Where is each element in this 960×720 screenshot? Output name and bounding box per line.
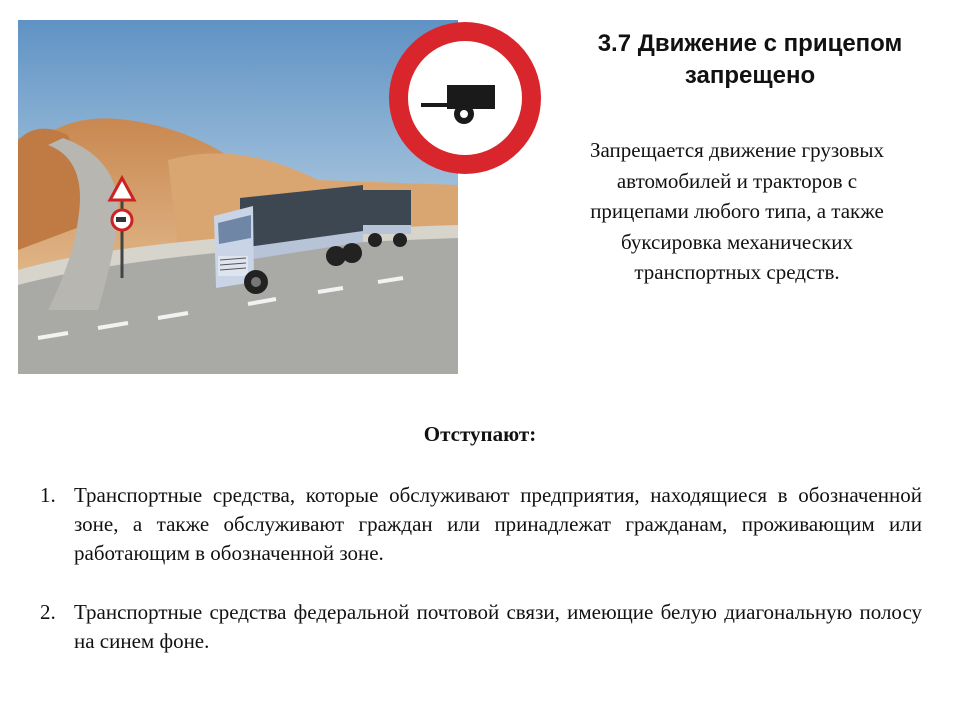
description-line: автомобилей и тракторов с: [616, 168, 858, 193]
list-item-text: Транспортные средства федеральной почтовой связи, имеющие белую диагональную полосу на синем фоне.: [74, 600, 922, 653]
description-line: буксировка механических: [620, 229, 853, 254]
sign-description: [527, 135, 947, 288]
list-item-number: 1.: [40, 483, 56, 507]
list-item-text: Транспортные средства, которые обслуживают предприятия, находящиеся в обозначенной зоне, а также обслуживают граждан или принадлежат гражданам, проживающим или работающим в обозначенной зоне.: [74, 483, 922, 565]
title-line-1: 3.7 Движение с прицепом: [597, 30, 903, 57]
description-line: транспортных средств.: [634, 260, 840, 284]
no-trailer-sign-icon: [385, 18, 545, 178]
list-item: [40, 598, 922, 656]
list-item-number: 2.: [40, 600, 56, 624]
page-title: [540, 28, 960, 92]
description-line: прицепами любого типа, а также: [590, 199, 884, 223]
description-line: Запрещается движение грузовых: [589, 138, 885, 162]
exception-list: [40, 481, 922, 686]
title-line-2: запрещено: [684, 62, 816, 89]
exceptions-heading: Отступают:: [423, 422, 537, 446]
list-item: [40, 481, 922, 568]
